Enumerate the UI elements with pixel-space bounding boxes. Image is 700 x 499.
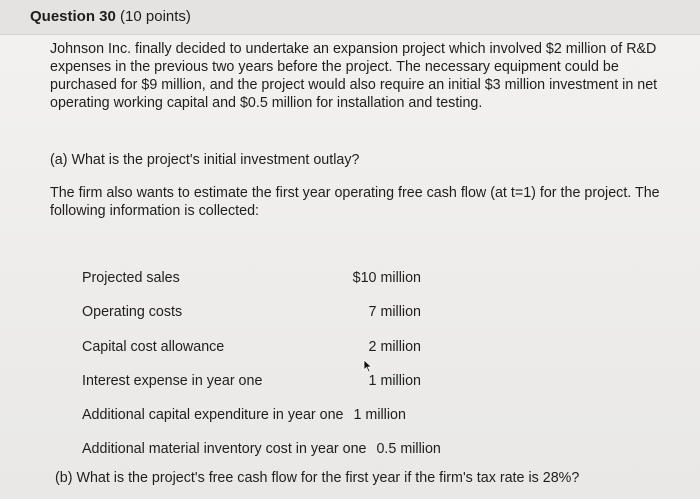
info-label: Capital cost allowance	[82, 339, 225, 355]
info-value: 1 million	[353, 407, 406, 423]
question-points: (10 points)	[120, 8, 191, 25]
part-b-question: (b) What is the project's free cash flow for the first year if the firm's tax rate is 28%?	[55, 470, 580, 486]
info-row-capex	[82, 407, 406, 423]
mouse-pointer-icon	[363, 359, 373, 373]
question-title	[30, 8, 191, 25]
info-value: 0.5 million	[376, 441, 441, 457]
info-label: Projected sales	[82, 270, 180, 286]
part-a-followup: The firm also wants to estimate the first year operating free cash flow (at t=1) for the project. The following information is collected:	[50, 185, 660, 219]
info-label: Interest expense in year one	[82, 373, 263, 389]
question-number: Question 30	[30, 8, 116, 25]
info-value: $10 million	[352, 270, 421, 286]
info-label: Additional capital expenditure in year one	[82, 407, 344, 423]
info-label: Additional material inventory cost in year one	[82, 441, 367, 457]
info-value: 7 million	[368, 304, 421, 320]
info-value: 1 million	[368, 373, 421, 389]
part-a-question: (a) What is the project's initial investment outlay?	[50, 152, 360, 168]
intro-paragraph: Johnson Inc. finally decided to undertake an expansion project which involved $2 million of R&D expenses in the previous two years before the project. The necessary equipment could be purchased for $9 million, and the project would also require an initial $3 million investment in net operating working capital and $0.5 million for installation and testing.	[50, 41, 658, 111]
info-row-inventory	[82, 441, 441, 457]
question-header	[0, 0, 700, 35]
info-label: Operating costs	[82, 304, 183, 320]
info-value: 2 million	[368, 339, 421, 355]
